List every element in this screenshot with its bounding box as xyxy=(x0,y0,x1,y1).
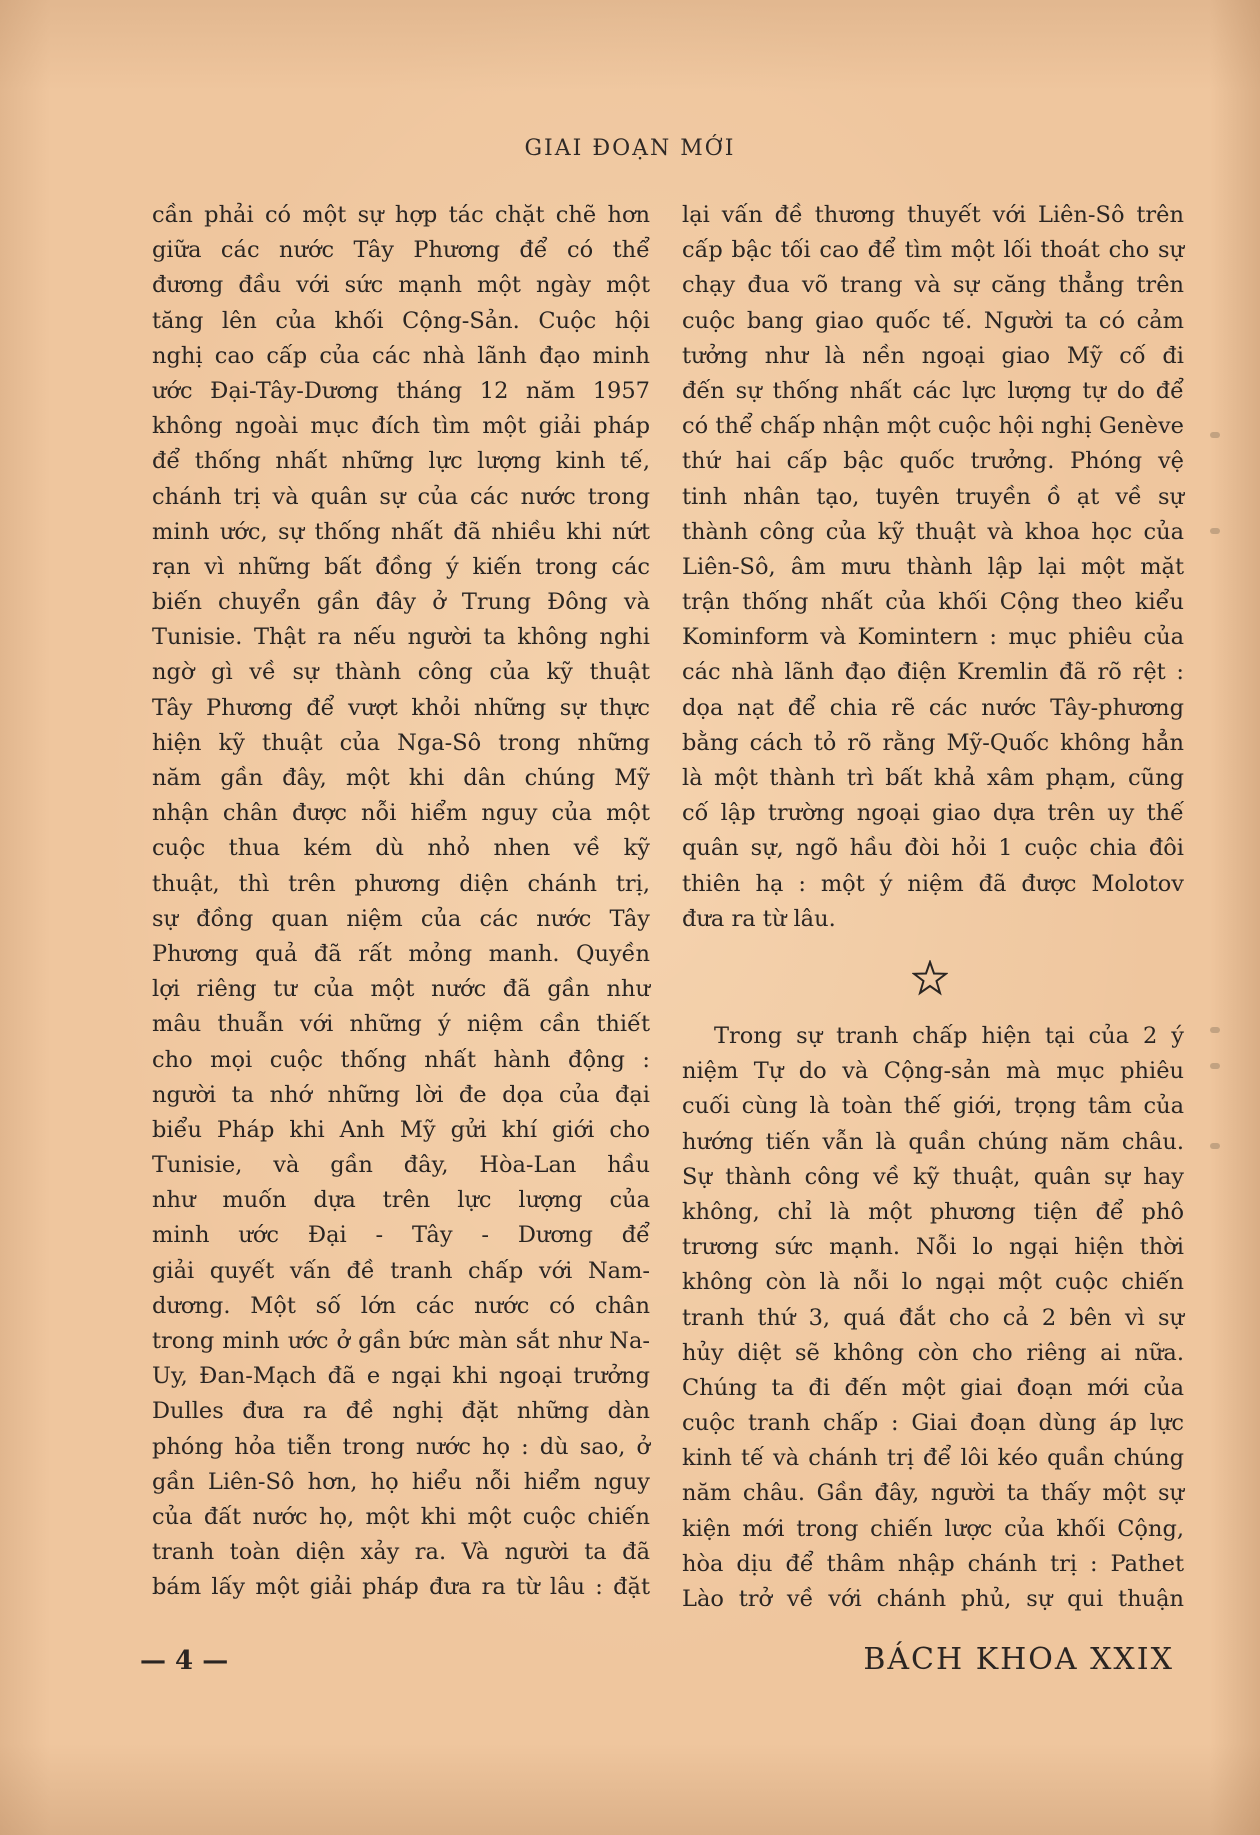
text-line: kiện mới trong chiến lược của khối Cộng, xyxy=(682,1515,1184,1542)
text-line: là một thành trì bất khả xâm phạm, cũng xyxy=(682,765,1184,791)
text-line: nhận chân được nỗi hiểm nguy của một xyxy=(152,800,650,827)
text-line: giữa các nước Tây Phương để có thể xyxy=(152,237,650,264)
text-line: giải quyết vấn đề tranh chấp với Nam- xyxy=(152,1257,650,1284)
text-line: chạy đua võ trang và sự căng thẳng trên xyxy=(682,272,1184,299)
text-line: thiên hạ : một ý niệm đã được Molotov xyxy=(682,870,1184,897)
text-line: Lào trở về với chánh phủ, sự qui thuận xyxy=(682,1586,1184,1612)
text-line: các nhà lãnh đạo điện Kremlin đã rõ rệt : xyxy=(682,659,1184,686)
text-line: Tây Phương để vượt khỏi những sự thực xyxy=(152,694,650,721)
text-line: trong minh ước ở gần bức màn sắt như Na- xyxy=(152,1328,650,1354)
text-line: lợi riêng tư của một nước đã gần như xyxy=(152,976,650,1003)
text-line: ước Đại-Tây-Dương tháng 12 năm 1957 xyxy=(152,377,650,404)
text-line: cấp bậc tối cao để tìm một lối thoát cho sự xyxy=(682,237,1184,264)
text-line: quân sự, ngõ hầu đòi hỏi 1 cuộc chia đôi xyxy=(682,835,1184,862)
text-line: thành công của kỹ thuật và khoa học của xyxy=(682,518,1184,545)
text-line: không ngoài mục đích tìm một giải pháp xyxy=(152,413,650,440)
text-line: tinh nhân tạo, tuyên truyền ồ ạt về sự xyxy=(682,483,1184,510)
text-line: của đất nước họ, một khi một cuộc chiến xyxy=(152,1503,650,1530)
text-line: minh ước, sự thống nhất đã nhiều khi nứt xyxy=(152,518,650,545)
star-outline-icon xyxy=(912,960,948,996)
text-line: cuối cùng là toàn thế giới, trọng tâm của xyxy=(682,1093,1184,1120)
text-line: cần phải có một sự hợp tác chặt chẽ hơn xyxy=(152,202,650,228)
text-line: hủy diệt sẽ không còn cho riêng ai nữa. xyxy=(682,1339,1184,1366)
text-line: dọa nạt để chia rẽ các nước Tây-phương xyxy=(682,694,1184,721)
text-line: để thống nhất những lực lượng kinh tế, xyxy=(152,448,650,475)
text-line: năm gần đây, một khi dân chúng Mỹ xyxy=(152,765,650,791)
text-line: Liên-Sô, âm mưu thành lập lại một mặt xyxy=(682,553,1184,580)
text-line: thuật, thì trên phương diện chánh trị, xyxy=(152,870,650,897)
text-line: hiện kỹ thuật của Nga-Sô trong những xyxy=(152,729,650,756)
left-column xyxy=(152,198,650,1606)
text-line: Phương quả đã rất mỏng manh. Quyền xyxy=(152,940,650,967)
text-line: chánh trị và quân sự của các nước trong xyxy=(152,483,650,510)
edge-mark xyxy=(1210,528,1220,534)
text-line: sự đồng quan niệm của các nước Tây xyxy=(152,905,650,932)
text-line: phóng hỏa tiễn trong nước họ : dù sao, ở xyxy=(152,1433,650,1460)
text-line: Tunisie, và gần đây, Hòa-Lan hầu xyxy=(152,1152,650,1179)
text-line: dương. Một số lớn các nước có chân xyxy=(152,1292,650,1319)
text-line: cuộc tranh chấp : Giai đoạn dùng áp lực xyxy=(682,1410,1184,1437)
text-line: bám lấy một giải pháp đưa ra từ lâu : đặt xyxy=(152,1574,650,1601)
edge-mark xyxy=(1210,432,1220,438)
text-line: đương đầu với sức mạnh một ngày một xyxy=(152,272,650,299)
text-line: đưa ra từ lâu. xyxy=(682,905,836,932)
text-line: Chúng ta đi đến một giai đoạn mới của xyxy=(682,1374,1184,1401)
footer-title: BÁCH KHOA XXIX xyxy=(863,1642,1174,1677)
text-line: tranh toàn diện xảy ra. Và người ta đã xyxy=(152,1539,650,1566)
text-line: mâu thuẫn với những ý niệm cần thiết xyxy=(152,1011,650,1038)
text-line: không, chỉ là một phương tiện để phô xyxy=(682,1198,1184,1225)
text-line: Tunisie. Thật ra nếu người ta không nghi xyxy=(152,624,650,651)
right-column-top xyxy=(682,198,1184,937)
text-line: Trong sự tranh chấp hiện tại của 2 ý xyxy=(714,1023,1184,1049)
text-line: thứ hai cấp bậc quốc trưởng. Phóng vệ xyxy=(682,448,1184,475)
text-line: năm châu. Gần đây, người ta thấy một sự xyxy=(682,1480,1184,1507)
running-head: GIAI ĐOẠN MỚI xyxy=(524,136,736,161)
text-line: hướng tiến vẫn là quần chúng năm châu. xyxy=(682,1128,1184,1155)
text-line: cuộc bang giao quốc tế. Người ta có cảm xyxy=(682,307,1184,334)
text-line: đến sự thống nhất các lực lượng tự do để xyxy=(682,377,1184,404)
text-line: hòa dịu để thâm nhập chánh trị : Pathet xyxy=(682,1550,1184,1577)
edge-mark xyxy=(1210,1063,1220,1069)
text-line: biểu Pháp khi Anh Mỹ gửi khí giới cho xyxy=(152,1116,650,1143)
text-line: cuộc thua kém dù nhỏ nhen về kỹ xyxy=(152,835,650,862)
text-line: tăng lên của khối Cộng-Sản. Cuộc hội xyxy=(152,307,650,334)
text-line: nghị cao cấp của các nhà lãnh đạo minh xyxy=(152,342,650,369)
text-line: tranh thứ 3, quá đắt cho cả 2 bên vì sự xyxy=(682,1304,1184,1331)
text-line: trương sức mạnh. Nỗi lo ngại hiện thời xyxy=(682,1234,1184,1261)
text-line: cố lập trường ngoại giao dựa trên uy thế xyxy=(682,800,1184,827)
text-line: bằng cách tỏ rõ rằng Mỹ-Quốc không hẳn xyxy=(682,729,1184,756)
text-line: kinh tế và chánh trị để lôi kéo quần chúng xyxy=(682,1445,1184,1472)
right-column-bottom xyxy=(682,1019,1184,1617)
text-line: Uy, Đan-Mạch đã e ngại khi ngoại trưởng xyxy=(152,1363,650,1390)
text-line: gần Liên-Sô hơn, họ hiểu nỗi hiểm nguy xyxy=(152,1468,650,1495)
page-number: — 4 — xyxy=(140,1646,229,1676)
text-line: lại vấn đề thương thuyết với Liên-Sô trên xyxy=(682,202,1184,228)
text-line: niệm Tự do và Cộng-sản mà mục phiêu xyxy=(682,1058,1184,1085)
text-line: rạn vì những bất đồng ý kiến trong các xyxy=(152,553,650,580)
text-line: ngờ gì về sự thành công của kỹ thuật xyxy=(152,659,650,686)
text-line: Kominform và Komintern : mục phiêu của xyxy=(682,624,1184,651)
text-line: có thể chấp nhận một cuộc hội nghị Genève xyxy=(682,413,1184,440)
text-line: biến chuyển gần đây ở Trung Đông và xyxy=(152,589,650,616)
edge-mark xyxy=(1210,1027,1220,1033)
text-line: tưởng như là nền ngoại giao Mỹ cố đi xyxy=(682,342,1184,369)
text-line: trận thống nhất của khối Cộng theo kiểu xyxy=(682,589,1184,616)
text-line: như muốn dựa trên lực lượng của xyxy=(152,1187,650,1214)
text-line: Dulles đưa ra đề nghị đặt những dàn xyxy=(152,1398,650,1425)
edge-mark xyxy=(1210,1143,1220,1149)
text-line: người ta nhớ những lời đe dọa của đại xyxy=(152,1081,650,1108)
text-line: cho mọi cuộc thống nhất hành động : xyxy=(152,1046,650,1073)
text-line: không còn là nỗi lo ngại một cuộc chiến xyxy=(682,1269,1184,1296)
text-line: Sự thành công về kỹ thuật, quân sự hay xyxy=(682,1163,1184,1190)
text-line: minh ước Đại - Tây - Dương để xyxy=(152,1222,650,1249)
